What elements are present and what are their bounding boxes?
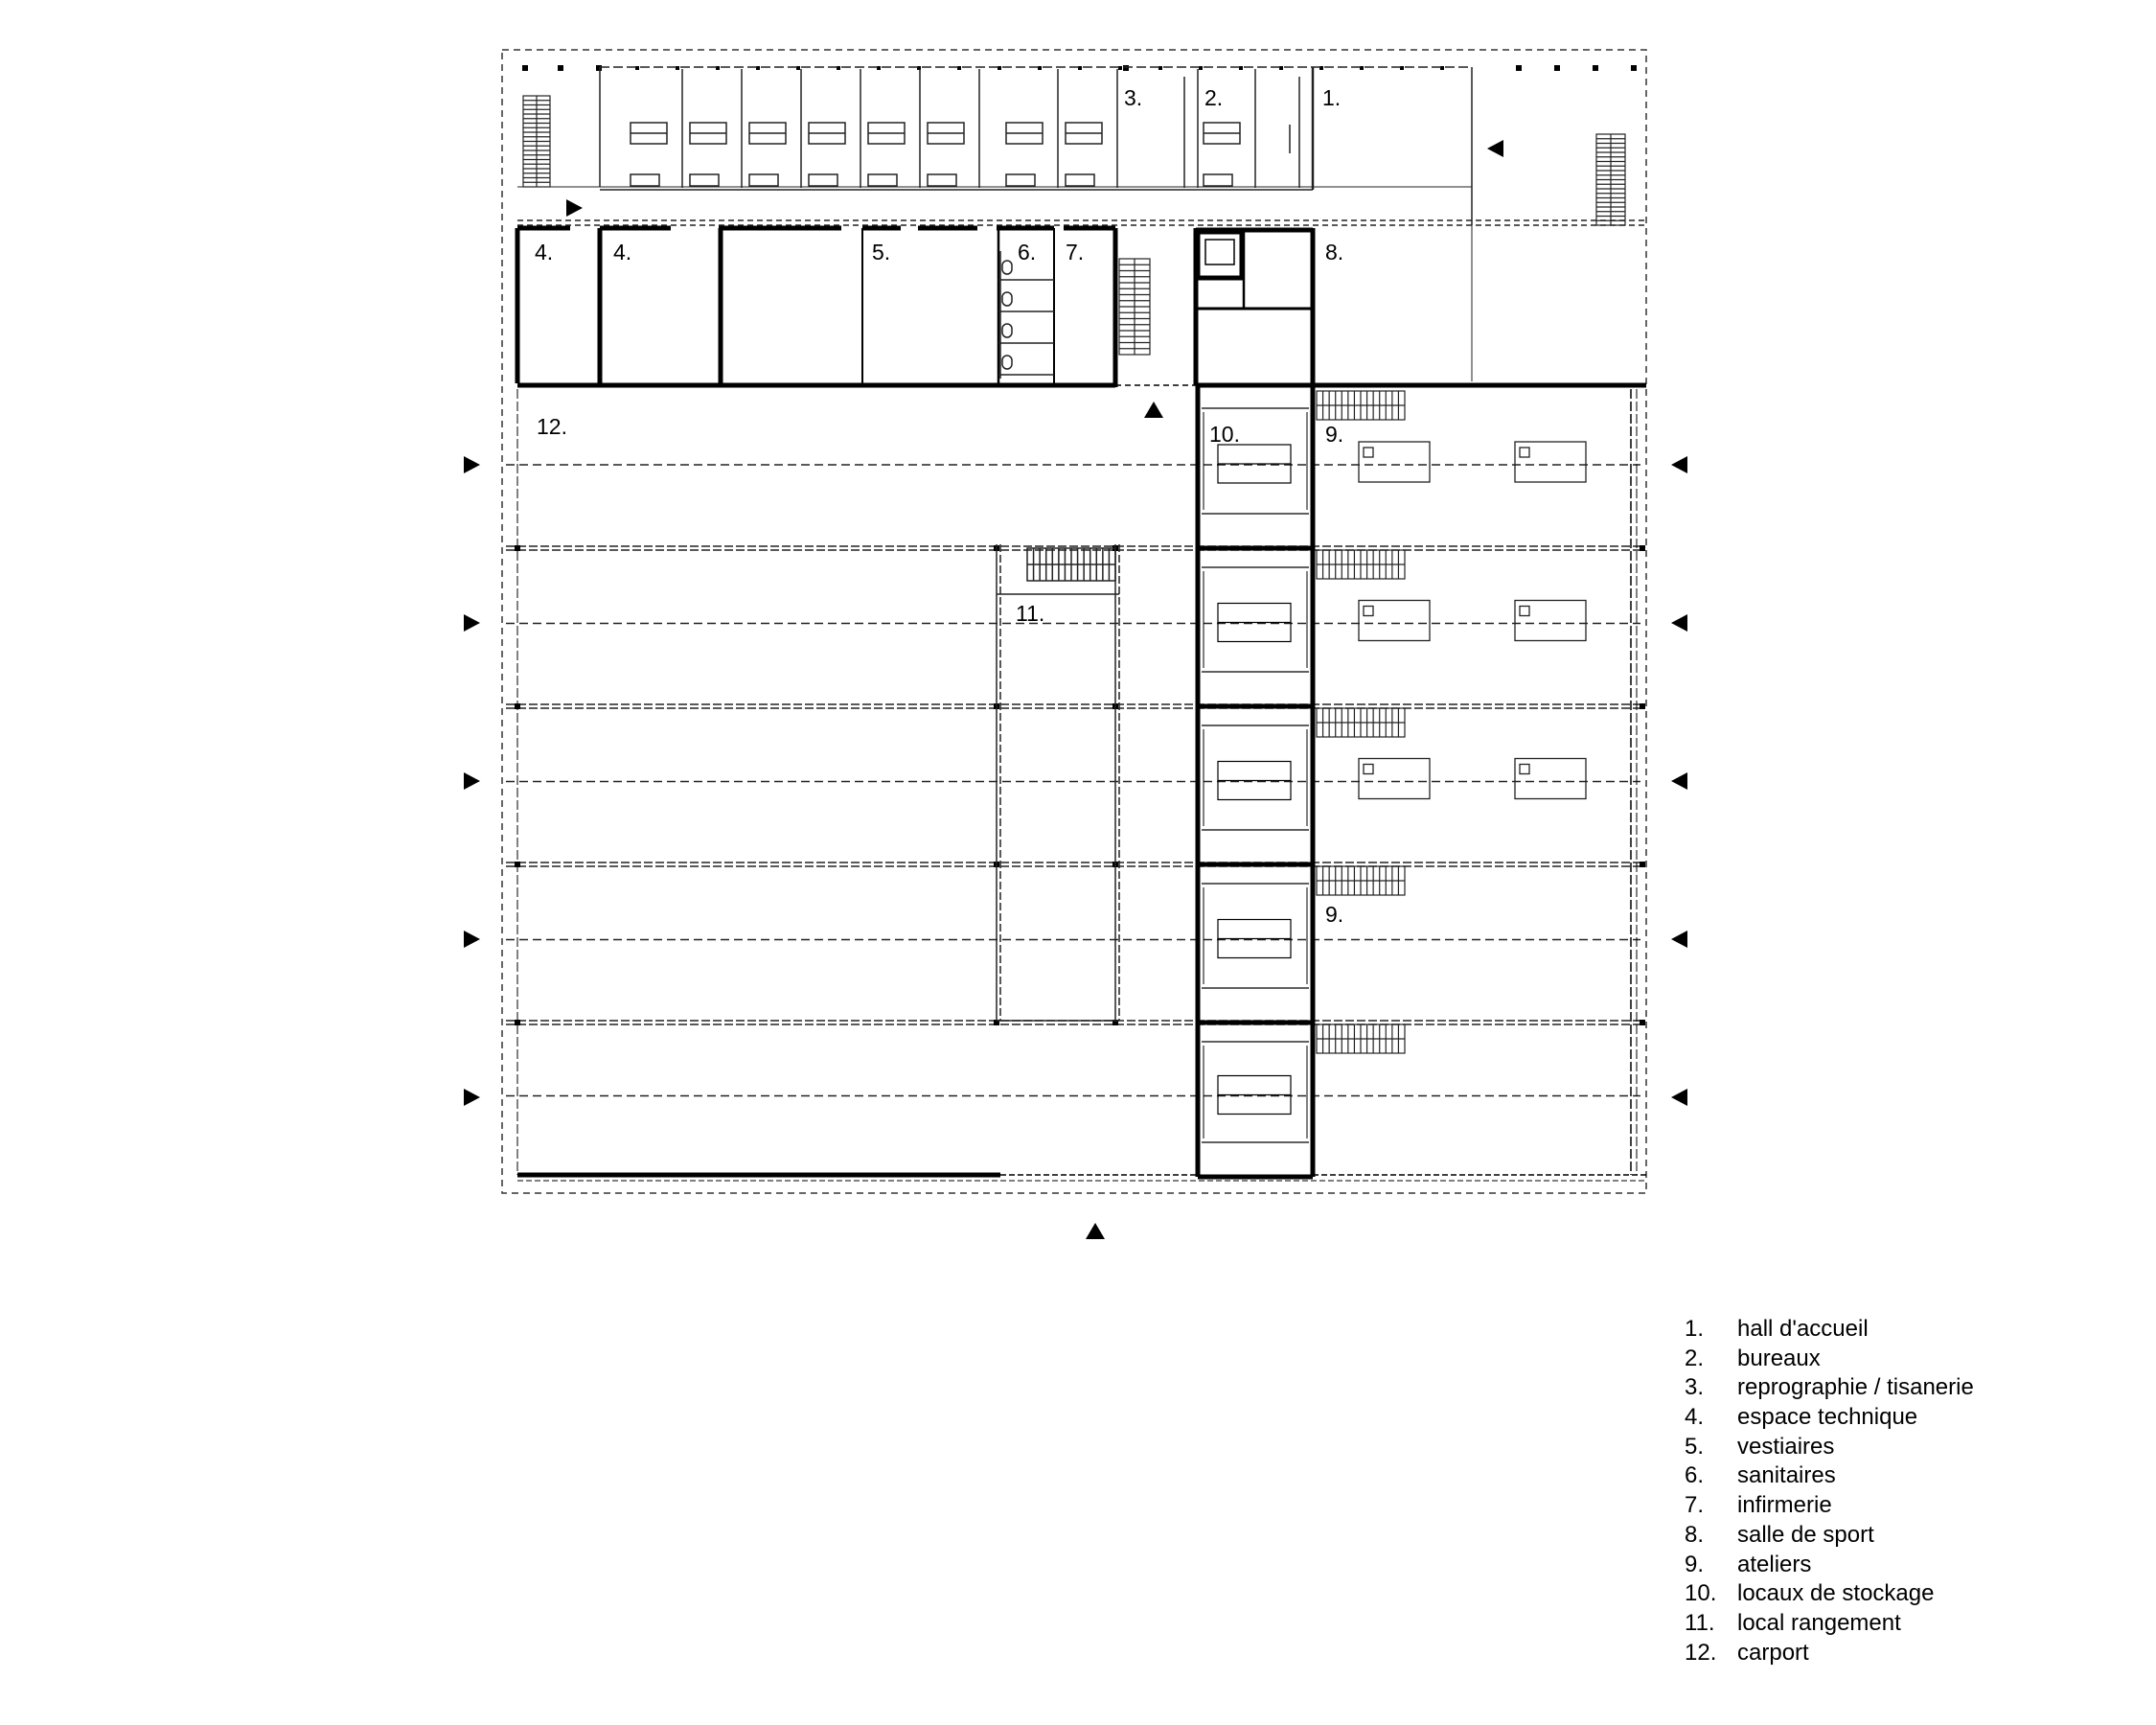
legend-item [1685,1609,1974,1639]
desk [631,174,659,186]
column-mark [558,65,563,71]
legend-text: infirmerie [1737,1492,1832,1519]
desk [749,174,778,186]
desk [868,174,897,186]
entrance-arrow [464,772,480,790]
room-label-1: 1. [1322,85,1342,110]
legend [1685,1315,1974,1668]
site-boundary [502,50,1646,1193]
legend-num: 3. [1685,1374,1705,1401]
legend-text: bureaux [1737,1345,1821,1371]
column-mark [1631,65,1637,71]
vise [1520,448,1529,457]
entrance-arrow [464,1089,480,1106]
legend-item [1685,1491,1974,1521]
legend-text: salle de sport [1737,1521,1874,1548]
legend-num: 4. [1685,1404,1705,1431]
legend-text: vestiaires [1737,1433,1835,1460]
column-mark [1640,703,1645,709]
legend-item [1685,1315,1974,1345]
office-band [517,67,1646,381]
legend-text: locaux de stockage [1737,1580,1935,1607]
entrance-arrow [464,456,480,473]
legend-item [1685,1373,1974,1403]
room-label-3: 3. [1124,85,1143,110]
entrance-arrow [1086,1223,1105,1239]
legend-text: sanitaires [1737,1462,1836,1489]
legend-item [1685,1551,1974,1580]
vise [1520,765,1529,774]
vise [1520,607,1529,616]
entrance-arrow [566,199,583,217]
legend-num: 5. [1685,1433,1705,1460]
room-label-9b: 9. [1325,902,1344,927]
stair-center [1119,259,1150,355]
legend-num: 7. [1685,1492,1705,1519]
entrance-arrow [1671,456,1687,473]
room-labels [535,85,1343,927]
column-mark [1554,65,1560,71]
entrance-arrow [464,931,480,948]
toilet [1002,292,1012,306]
workshop-stairs [1317,391,1405,1053]
toilet [1002,261,1012,274]
entrance-arrow [1671,1089,1687,1106]
legend-num: 2. [1685,1345,1705,1371]
legend-num: 12. [1685,1639,1717,1666]
desk [690,174,719,186]
entrance-arrows [464,140,1687,1239]
desk [928,174,956,186]
room-label-7: 7. [1066,240,1085,264]
desk [1066,174,1094,186]
stair-top-left [523,96,550,187]
entrance-arrow [1144,402,1163,418]
room-label-4a: 4. [535,240,554,264]
legend-num: 6. [1685,1462,1705,1489]
legend-item [1685,1521,1974,1551]
entrance-arrow [1487,140,1503,157]
legend-text: reprographie / tisanerie [1737,1374,1974,1401]
column-mark [522,65,528,71]
stair-top-right [1596,134,1625,225]
legend-num: 11. [1685,1609,1715,1636]
room-label-10: 10. [1209,422,1240,447]
legend-item [1685,1639,1974,1668]
storage-column [1198,385,1313,1177]
room-label-8: 8. [1325,240,1344,264]
legend-item [1685,1345,1974,1374]
legend-item [1685,1461,1974,1491]
legend-item [1685,1433,1974,1462]
toilet-fixtures [998,251,1054,379]
vise [1364,607,1373,616]
column-mark [596,65,602,71]
column-mark [1593,65,1598,71]
room-label-4b: 4. [613,240,632,264]
room-label-5: 5. [872,240,891,264]
legend-text: ateliers [1737,1551,1812,1577]
legend-text: hall d'accueil [1737,1316,1869,1342]
legend-text: local rangement [1737,1609,1901,1636]
entrance-arrow [1671,931,1687,948]
column-mark [1640,545,1645,551]
entrance-arrow [1671,614,1687,632]
column-mark [1123,65,1129,71]
room-label-12: 12. [537,414,567,439]
legend-text: espace technique [1737,1404,1918,1431]
desk [1006,174,1035,186]
bottom-wall [517,389,1646,1181]
room-label-6: 6. [1018,240,1037,264]
desk [809,174,837,186]
legend-num: 8. [1685,1521,1705,1548]
legend-text: carport [1737,1639,1809,1666]
column-mark [1640,862,1645,867]
entrance-arrow [464,614,480,632]
column-mark [1640,1020,1645,1025]
toilet [1002,356,1012,369]
vise [1364,765,1373,774]
vise [1364,448,1373,457]
bay-lines [506,465,1645,1096]
legend-num: 1. [1685,1316,1705,1342]
room-label-2: 2. [1204,85,1224,110]
room-label-11: 11. [1016,601,1045,626]
legend-num: 9. [1685,1551,1705,1577]
legend-item [1685,1403,1974,1433]
room-label-9a: 9. [1325,422,1344,447]
office-cubicles [631,69,1299,188]
entrance-arrow [1671,772,1687,790]
legend-item [1685,1579,1974,1609]
legend-num: 10. [1685,1580,1717,1607]
top-facade-columns [522,65,1637,71]
column-mark [1516,65,1522,71]
desk [1204,174,1232,186]
workshop-benches [1359,442,1586,799]
toilet [1002,324,1012,337]
